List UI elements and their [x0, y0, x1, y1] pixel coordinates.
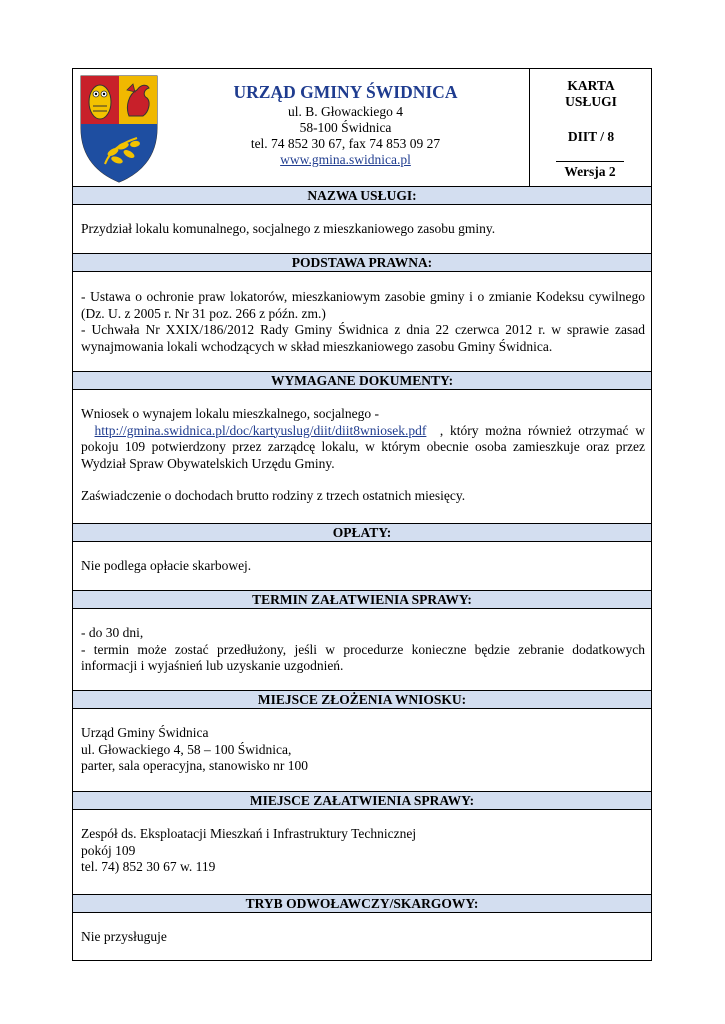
handling-place-text: [81, 826, 645, 876]
submission-place-text: [81, 725, 645, 775]
card-label-line2: USŁUGI: [565, 94, 617, 109]
service-name-value: Przydział lokalu komunalnego, socjalnego z mieszkaniowego zasobu gminy.: [81, 221, 496, 236]
section-heading-documents: WYMAGANE DOKUMENTY:: [73, 371, 651, 390]
handling-place-line1: Zespół ds. Eksploatacji Mieszkań i Infrastruktury Technicznej: [81, 826, 417, 841]
documents-paragraph: [81, 406, 645, 472]
header: [73, 69, 651, 188]
website-link[interactable]: www.gmina.swidnica.pl: [280, 152, 411, 167]
address-line2: 58-100 Świdnica: [299, 120, 392, 135]
card-code: DIIT / 8: [567, 129, 615, 144]
deadline-line1: - do 30 dni,: [81, 625, 144, 640]
org-name: URZĄD GMINY ŚWIDNICA: [233, 82, 458, 102]
section-heading-submission-place: MIEJSCE ZŁOŻENIA WNIOSKU:: [73, 690, 651, 709]
legal-basis-text: [81, 289, 645, 355]
appeal-text: [81, 929, 645, 946]
section-heading-appeal: TRYB ODWOŁAWCZY/SKARGOWY:: [73, 894, 651, 913]
service-name-text: [81, 221, 645, 238]
legal-basis-line2: - Uchwała Nr XXIX/186/2012 Rady Gminy Świdnica z dnia 22 czerwca 2012 r. w sprawie zasad wynajmowania lokali wchodzących w skład mieszkaniowego zasobu Gminy Świdnica.: [81, 322, 645, 354]
section-heading-service-name: NAZWA USŁUGI:: [73, 186, 651, 205]
card-label-line1: KARTA: [567, 78, 615, 93]
section-heading-legal-basis: PODSTAWA PRAWNA:: [73, 253, 651, 272]
phone-fax: tel. 74 852 30 67, fax 74 853 09 27: [250, 136, 441, 151]
deadline-line2: - termin może zostać przedłużony, jeśli w procedurze konieczne będzie zebranie dodatkowych informacji i wyjaśnień lub uzyskanie uzgodnień.: [81, 641, 645, 674]
card-meta: [529, 69, 652, 187]
submission-place-line3: parter, sala operacyjna, stanowisko nr 100: [81, 758, 309, 774]
deadline-text: [81, 625, 645, 675]
legal-basis-line1: - Ustawa o ochronie praw lokatorów, mieszkaniowym zasobie gminy i o zmianie Kodeksu cywilnego (Dz. U. z 2005 r. Nr 31 poz. 266 z późn. zm.): [81, 289, 645, 321]
documents-text-before: Wniosek o wynajem lokalu mieszkalnego, socjalnego -: [81, 406, 380, 421]
submission-place-line2: ul. Głowackiego 4, 58 – 100 Świdnica,: [81, 741, 292, 757]
organization-info: [163, 81, 528, 168]
submission-place-line1: Urząd Gminy Świdnica: [81, 725, 209, 740]
fees-text: [81, 558, 645, 575]
income-certificate: Zaświadczenie o dochodach brutto rodziny z trzech ostatnich miesięcy.: [81, 488, 466, 504]
section-heading-deadline: TERMIN ZAŁATWIENIA SPRAWY:: [73, 590, 651, 609]
address-line1: ul. B. Głowackiego 4: [287, 104, 404, 119]
coat-of-arms-icon: [77, 72, 161, 184]
handling-place-line2: pokój 109: [81, 842, 136, 858]
appeal-value: Nie przysługuje: [81, 929, 167, 944]
documents-text: [81, 406, 645, 505]
documents-text-after: , który można również otrzymać w pokoju 109 potwierdzony przez zarządcę lokalu, w którym obecnie osoba zamieszkuje oraz przez Wydział Spraw Obywatelskich Urzędu Gminy.: [81, 422, 646, 471]
handling-place-line3: tel. 74) 852 30 67 w. 119: [81, 859, 216, 875]
service-card: [72, 68, 652, 961]
card-version: Wersja 2: [556, 161, 624, 180]
fees-value: Nie podlega opłacie skarbowej.: [81, 558, 252, 573]
section-heading-fees: OPŁATY:: [73, 523, 651, 542]
application-form-link[interactable]: http://gmina.swidnica.pl/doc/kartyuslug/diit/diit8wniosek.pdf: [94, 422, 427, 438]
section-heading-handling-place: MIEJSCE ZAŁATWIENIA SPRAWY:: [73, 791, 651, 810]
